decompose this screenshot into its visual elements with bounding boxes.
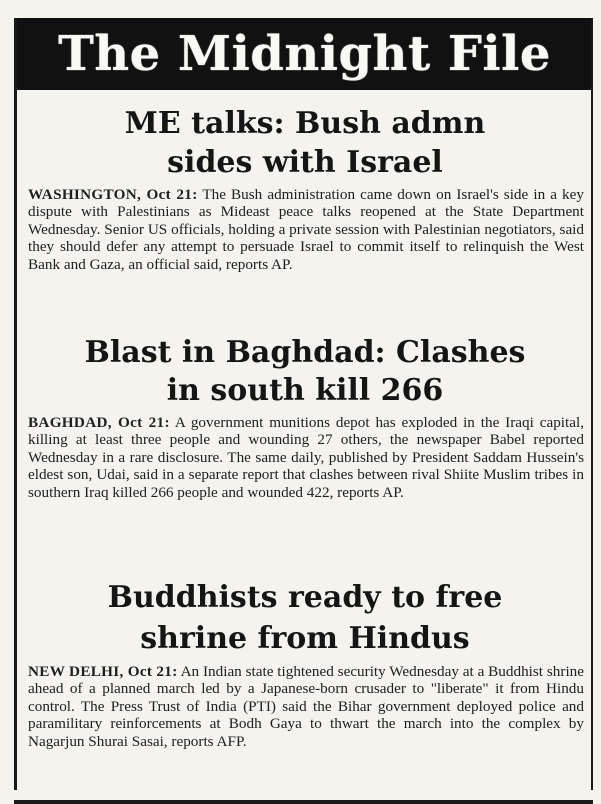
masthead-title: The Midnight File (58, 26, 551, 82)
article-buddhist-shrine (22, 577, 588, 750)
article-text: A government munitions depot has exploded in the Iraqi capital, killing at least three people and wounding 27 others, the newspaper Babel reported Wednesday in a rare disclosure. The same daily, published by President Saddam Hussein's eldest son, Udai, said in a separate report that clashes between rival Shiite Muslim tribes in southern Iraq killed 266 people and wounded 422, reports AP. (28, 414, 584, 501)
article-body (22, 663, 588, 750)
article-headline (22, 577, 588, 659)
left-rule (14, 18, 17, 790)
article-headline (22, 334, 588, 410)
right-rule (591, 18, 593, 790)
masthead-banner (16, 18, 593, 90)
headline-line: shrine from Hindus (140, 621, 470, 656)
headline-line: Blast in Baghdad: Clashes (84, 335, 526, 370)
article-headline (22, 104, 588, 182)
article-dateline: BAGHDAD, Oct 21: (28, 414, 170, 431)
headline-line: ME talks: Bush admn (124, 106, 486, 141)
headline-line: Buddhists ready to free (107, 580, 503, 615)
article-dateline: NEW DELHI, Oct 21: (28, 663, 178, 680)
article-me-talks (22, 104, 588, 273)
article-body (22, 186, 588, 273)
article-body (22, 414, 588, 501)
article-dateline: WASHINGTON, Oct 21: (28, 186, 198, 203)
article-text: An Indian state tightened security Wednesday at a Buddhist shrine ahead of a planned march led by a Japanese-born crusader to "liberate" it from Hindu control. The Press Trust of India (PTI) said the Bihar government deployed police and paramilitary reinforcements at Bodh Gaya to thwart the march into the complex by Nagarjun Shurai Sasai, reports AFP. (28, 663, 584, 750)
headline-line: sides with Israel (167, 145, 443, 180)
article-text: The Bush administration came down on Israel's side in a key dispute with Palestinians as Mideast peace talks reopened at the State Department Wednesday. Senior US officials, holding a private session with Palestinian negotiators, said they should defer any attempt to persuade Israel to commit itself to relinquish the West Bank and Gaza, an official said, reports AP. (28, 186, 584, 273)
article-baghdad-blast (22, 334, 588, 501)
headline-line: in south kill 266 (166, 373, 444, 408)
bottom-rule (14, 800, 593, 804)
